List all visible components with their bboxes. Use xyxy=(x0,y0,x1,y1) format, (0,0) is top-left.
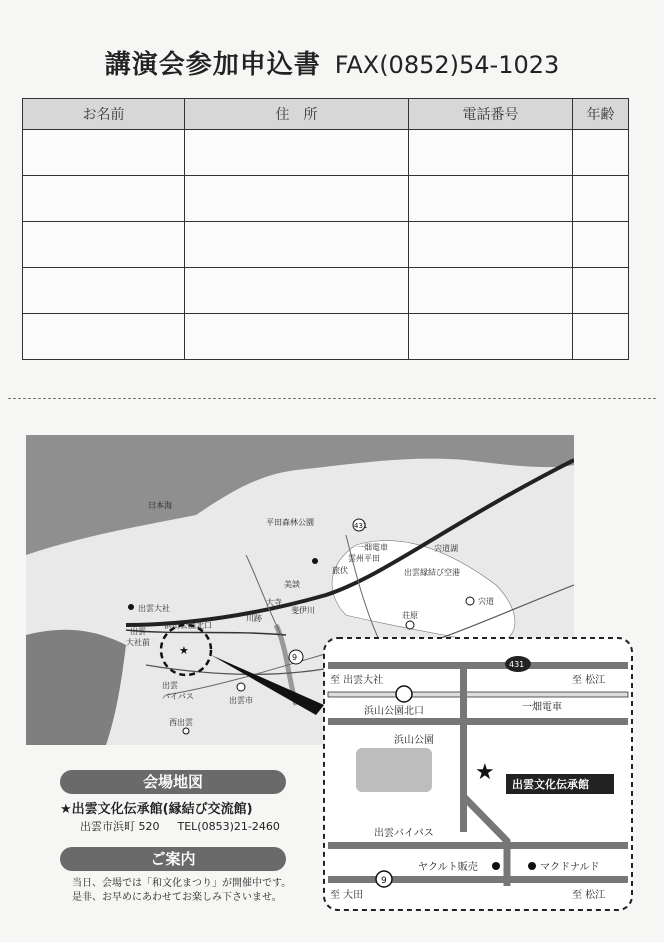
nishi-izumo-station xyxy=(183,728,189,734)
label-shinjiko: 宍道湖 xyxy=(434,544,458,553)
label-kawato: 川跡 xyxy=(246,614,262,623)
age-cell[interactable] xyxy=(573,176,629,222)
header-age: 年齢 xyxy=(573,99,629,130)
label-izumoshi: 出雲市 xyxy=(229,696,253,705)
cut-line xyxy=(8,398,656,399)
label-unshu-hirata: 雲州平田 xyxy=(348,554,380,563)
hamayama-kita-station xyxy=(396,686,412,702)
name-cell[interactable] xyxy=(23,314,185,360)
route431-label: 431 xyxy=(509,660,525,669)
izumoshi-station xyxy=(237,683,245,691)
label-taisha: 大寺 xyxy=(266,598,282,607)
name-cell[interactable] xyxy=(23,130,185,176)
form-title: 講演会参加申込書 xyxy=(104,50,321,80)
label-nishi-izumo: 西出雲 xyxy=(169,718,193,727)
phone-cell[interactable] xyxy=(409,130,573,176)
label-sohara: 荘原 xyxy=(402,611,418,620)
label-shinji: 宍道 xyxy=(478,597,494,606)
address-cell[interactable] xyxy=(185,176,409,222)
application-form-table xyxy=(22,98,629,360)
form-body xyxy=(23,130,629,360)
guide-heading: ご案内 xyxy=(60,847,286,871)
label-sea: 日本海 xyxy=(148,501,172,510)
form-row xyxy=(23,268,629,314)
bypass-label: 出雲バイパス xyxy=(374,828,434,839)
address-cell[interactable] xyxy=(185,130,409,176)
hamayama-park xyxy=(356,748,432,792)
label-ichibata: 一畑電車 xyxy=(356,543,388,552)
to-izumo-taisha: 至 出雲大社 xyxy=(330,675,384,686)
address-cell[interactable] xyxy=(185,222,409,268)
hamayama-kita-label: 浜山公園北口 xyxy=(364,706,424,717)
age-cell[interactable] xyxy=(573,268,629,314)
road-vertical xyxy=(460,662,467,832)
age-cell[interactable] xyxy=(573,314,629,360)
hamayama-park-label: 浜山公園 xyxy=(394,735,434,746)
ichibata-label: 一畑電車 xyxy=(522,702,562,713)
name-cell[interactable] xyxy=(23,176,185,222)
guide-line: 当日、会場では「和文化まつり」が開催中です。 xyxy=(72,878,292,889)
road-top xyxy=(328,662,628,669)
label-taisha-mae-2: 大社前 xyxy=(126,638,150,647)
to-matsue-bottom: 至 松江 xyxy=(572,890,606,901)
hirata-park-dot xyxy=(312,558,318,564)
to-matsue-top: 至 松江 xyxy=(572,675,606,686)
venue-star: ★ xyxy=(179,644,189,657)
yakult-dot xyxy=(492,862,500,870)
sohara-station xyxy=(406,621,414,629)
phone-cell[interactable] xyxy=(409,222,573,268)
coast-area xyxy=(26,630,126,745)
label-izumo-taisha: 出雲大社 xyxy=(138,604,170,613)
label-airport: 出雲縁結び空港 xyxy=(404,568,460,577)
label-taisha-mae-1: 出雲 xyxy=(130,627,146,636)
table-header-row xyxy=(23,99,629,130)
railway-track xyxy=(328,692,628,697)
header-phone: 電話番号 xyxy=(409,99,573,130)
fax-number: FAX(0852)54-1023 xyxy=(334,51,560,79)
road-route9 xyxy=(328,876,628,883)
label-ryokufuku: 旅伏 xyxy=(332,566,348,575)
label-route9: 9 xyxy=(292,653,298,662)
name-cell[interactable] xyxy=(23,268,185,314)
venue-name: ★出雲文化伝承館(縁結び交流館) xyxy=(60,802,253,817)
form-row xyxy=(23,130,629,176)
phone-cell[interactable] xyxy=(409,176,573,222)
form-title-row xyxy=(0,44,664,81)
mcdonalds-label: マクドナルド xyxy=(540,862,600,873)
form-row xyxy=(23,222,629,268)
header-name: お名前 xyxy=(23,99,185,130)
road-bypass xyxy=(328,842,628,849)
address-cell[interactable] xyxy=(185,268,409,314)
label-hiikawa: 斐伊川 xyxy=(291,606,315,615)
road-hamayama xyxy=(328,718,628,725)
route9-label: 9 xyxy=(381,876,387,886)
name-cell[interactable] xyxy=(23,222,185,268)
form-row xyxy=(23,176,629,222)
label-hirata-park: 平田森林公園 xyxy=(266,518,314,527)
label-bypass-1: 出雲 xyxy=(162,681,178,690)
venue-star-icon: ★ xyxy=(475,760,495,785)
venue-tel: TEL(0853)21-2460 xyxy=(177,820,280,833)
header-address: 住 所 xyxy=(185,99,409,130)
mcdonalds-dot xyxy=(528,862,536,870)
label-route431: 431 xyxy=(354,522,368,530)
yakult-label: ヤクルト販売 xyxy=(418,862,478,873)
phone-cell[interactable] xyxy=(409,268,573,314)
label-bypass-2: バイパス xyxy=(162,692,194,701)
venue-address: 出雲市浜町 520 xyxy=(80,820,160,833)
venue-address-row xyxy=(80,818,280,834)
age-cell[interactable] xyxy=(573,222,629,268)
venue-map-heading: 会場地図 xyxy=(60,770,286,794)
age-cell[interactable] xyxy=(573,130,629,176)
form-row xyxy=(23,314,629,360)
to-oda: 至 大田 xyxy=(330,890,364,901)
address-cell[interactable] xyxy=(185,314,409,360)
detail-map xyxy=(322,636,634,912)
shinji-station xyxy=(466,597,474,605)
venue-label: 出雲文化伝承館 xyxy=(512,778,589,791)
label-mitan: 美談 xyxy=(284,580,300,589)
label-hamayama-kita: 浜山公園北口 xyxy=(164,621,212,630)
guide-line: 是非、お早めにあわせてお楽しみ下さいませ。 xyxy=(72,892,282,903)
phone-cell[interactable] xyxy=(409,314,573,360)
izumo-taisha-dot xyxy=(128,604,134,610)
